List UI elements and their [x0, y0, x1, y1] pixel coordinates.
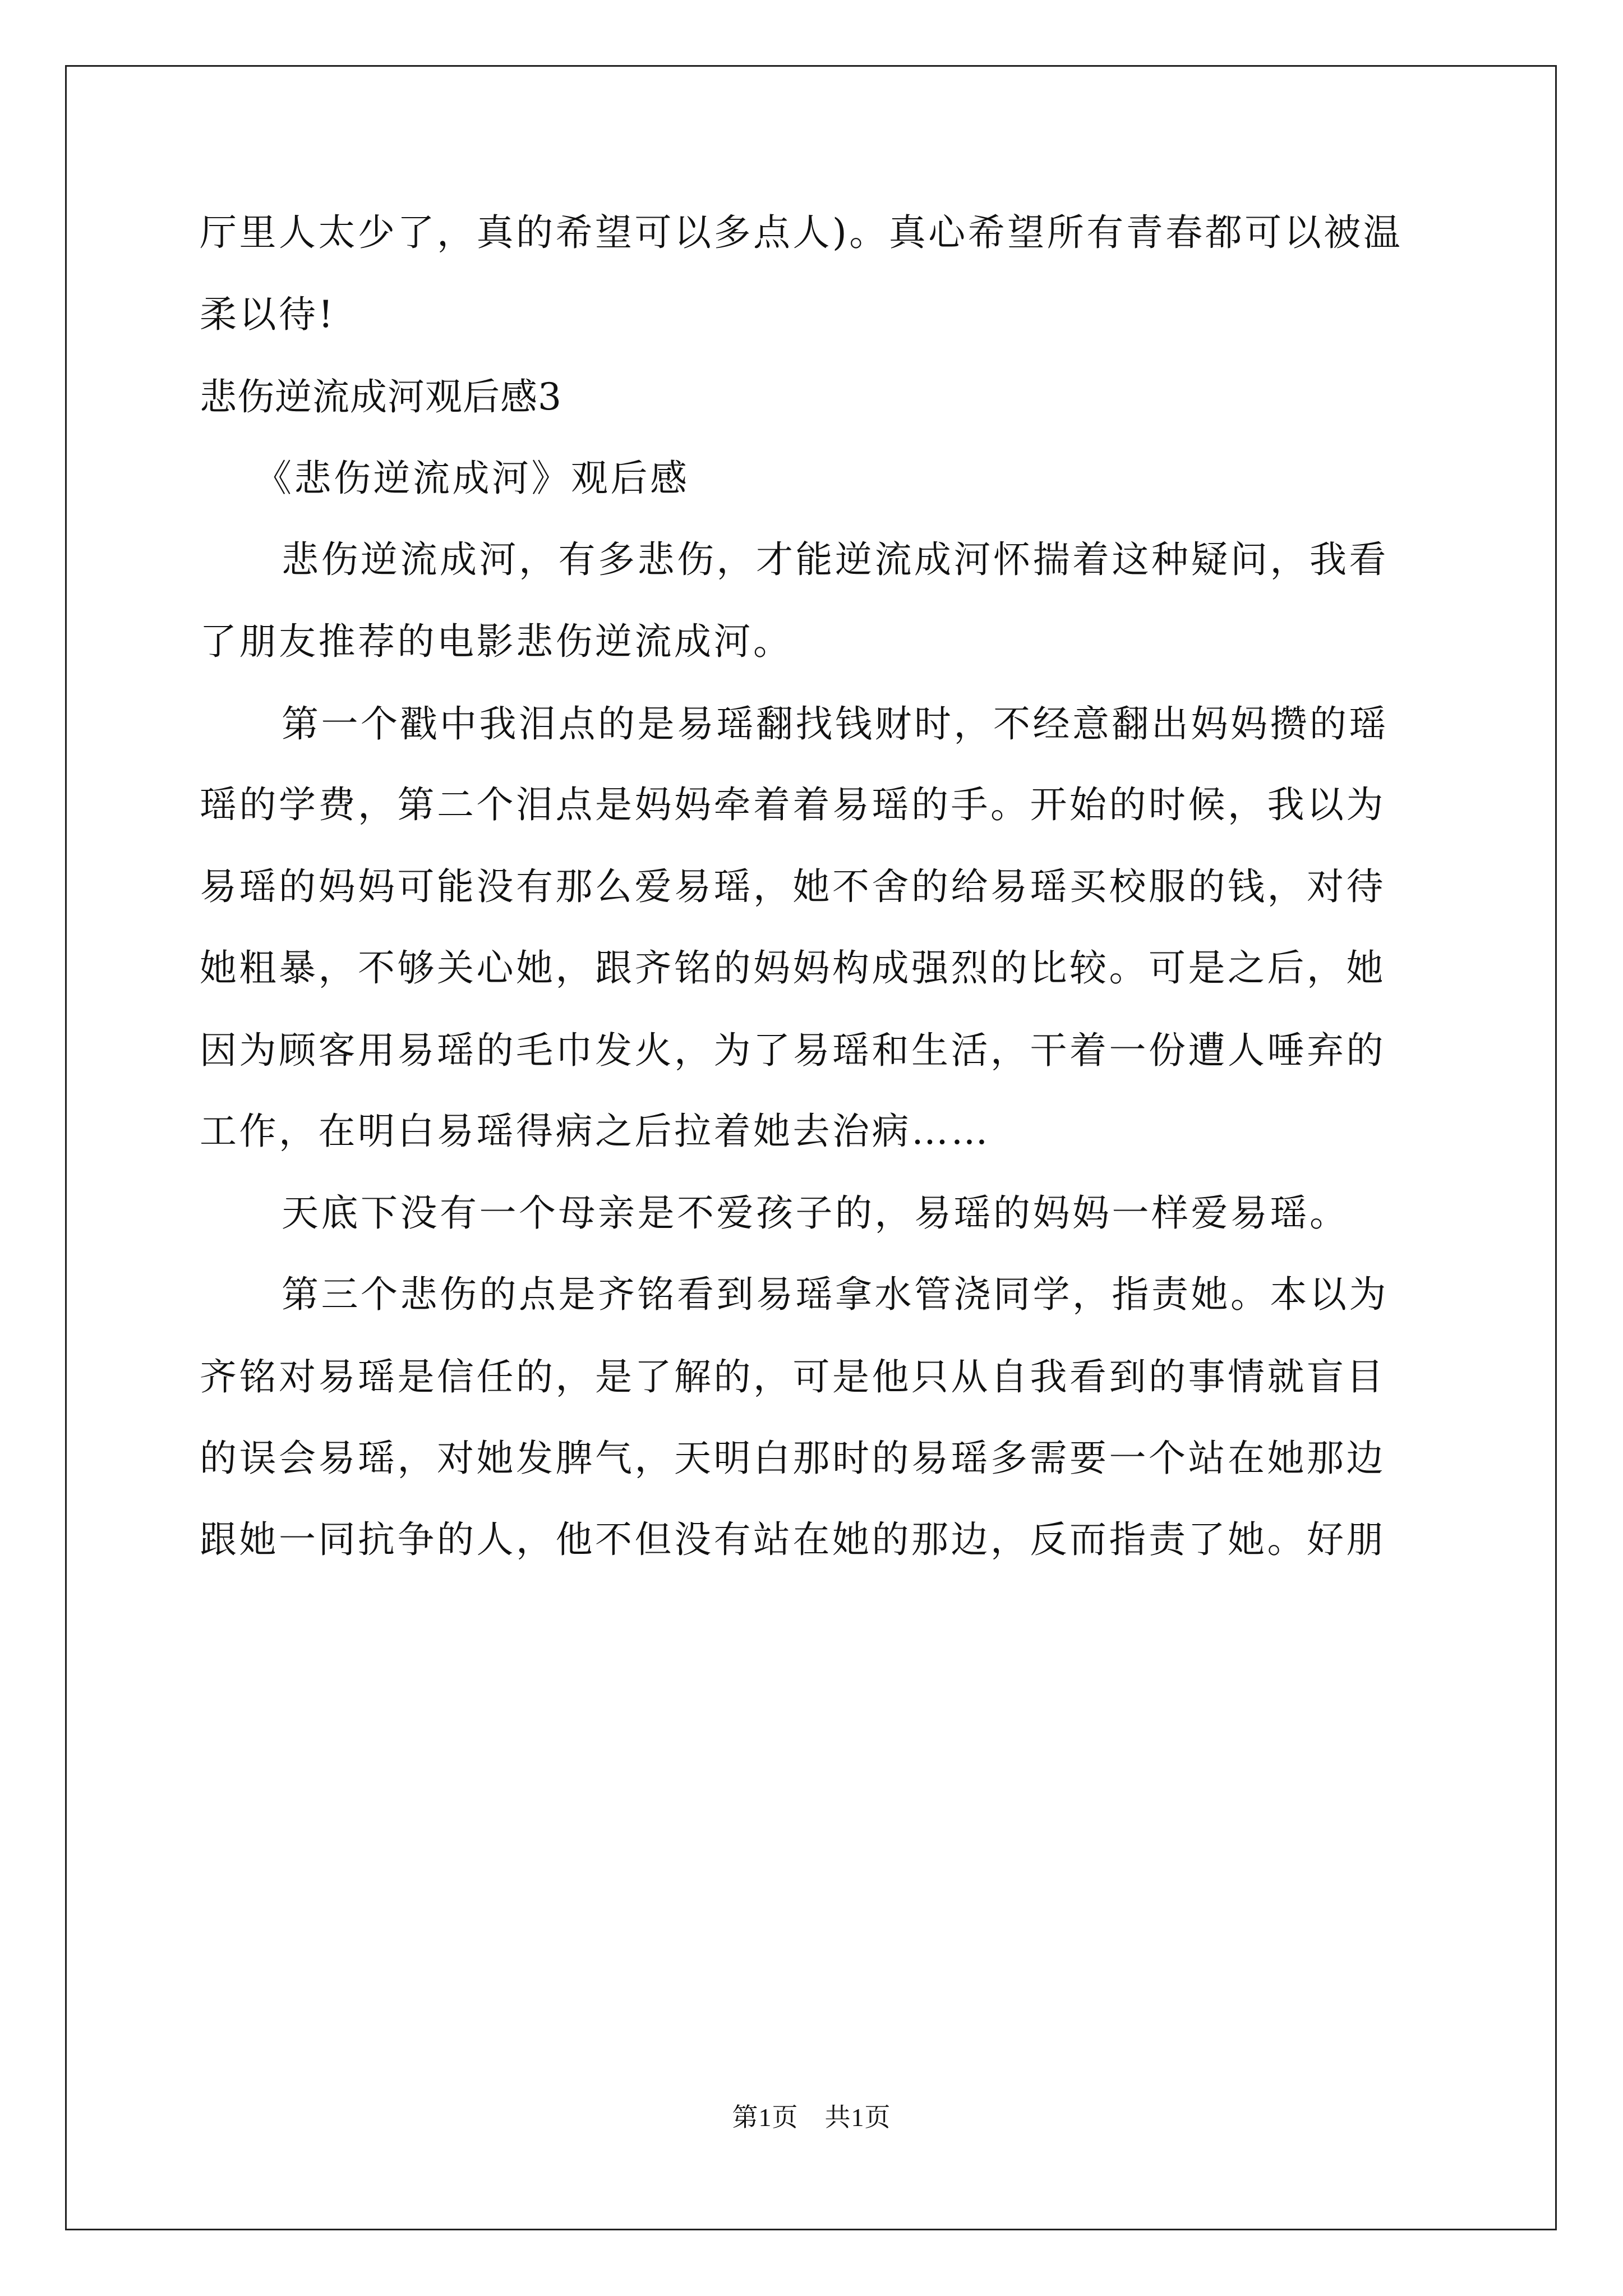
essay-title: 《悲伤逆流成河》观后感 — [255, 457, 690, 500]
page-footer: 第1页 共1页 — [732, 2103, 891, 2132]
paragraph-line: 她粗暴，不够关心她，跟齐铭的妈妈构成强烈的比较。可是之后，她 — [200, 946, 1386, 990]
section-title: 悲伤逆流成河观后感3 — [200, 375, 562, 418]
paragraph-line: 工作，在明白易瑶得病之后拉着她去治病…… — [200, 1110, 990, 1153]
paragraph-line: 的误会易瑶，对她发脾气，天明白那时的易瑶多需要一个站在她那边 — [200, 1437, 1386, 1480]
paragraph-line: 天底下没有一个母亲是不爱孩子的，易瑶的妈妈一样爱易瑶。 — [282, 1191, 1349, 1235]
paragraph-line: 齐铭对易瑶是信任的，是了解的，可是他只从自我看到的事情就盲目 — [200, 1355, 1386, 1398]
paragraph-line: 了朋友推荐的电影悲伤逆流成河。 — [200, 620, 793, 663]
paragraph-line: 厅里人太少了，真的希望可以多点人)。真心希望所有青春都可以被温 — [200, 211, 1403, 254]
paragraph-line: 悲伤逆流成河，有多悲伤，才能逆流成河怀揣着这种疑问，我看 — [282, 538, 1389, 581]
paragraph-line: 柔以待! — [200, 293, 336, 336]
paragraph-line: 第一个戳中我泪点的是易瑶翻找钱财时，不经意翻出妈妈攒的瑶 — [282, 702, 1389, 746]
paragraph-line: 跟她一同抗争的人，他不但没有站在她的那边，反而指责了她。好朋 — [200, 1518, 1386, 1561]
paragraph-line: 因为顾客用易瑶的毛巾发火，为了易瑶和生活，干着一份遭人唾弃的 — [200, 1029, 1386, 1072]
paragraph-line: 瑶的学费，第二个泪点是妈妈牵着着易瑶的手。开始的时候，我以为 — [200, 783, 1386, 826]
paragraph-line: 第三个悲伤的点是齐铭看到易瑶拿水管浇同学，指责她。本以为 — [282, 1273, 1389, 1316]
paragraph-line: 易瑶的妈妈可能没有那么爱易瑶，她不舍的给易瑶买校服的钱，对待 — [200, 865, 1386, 908]
